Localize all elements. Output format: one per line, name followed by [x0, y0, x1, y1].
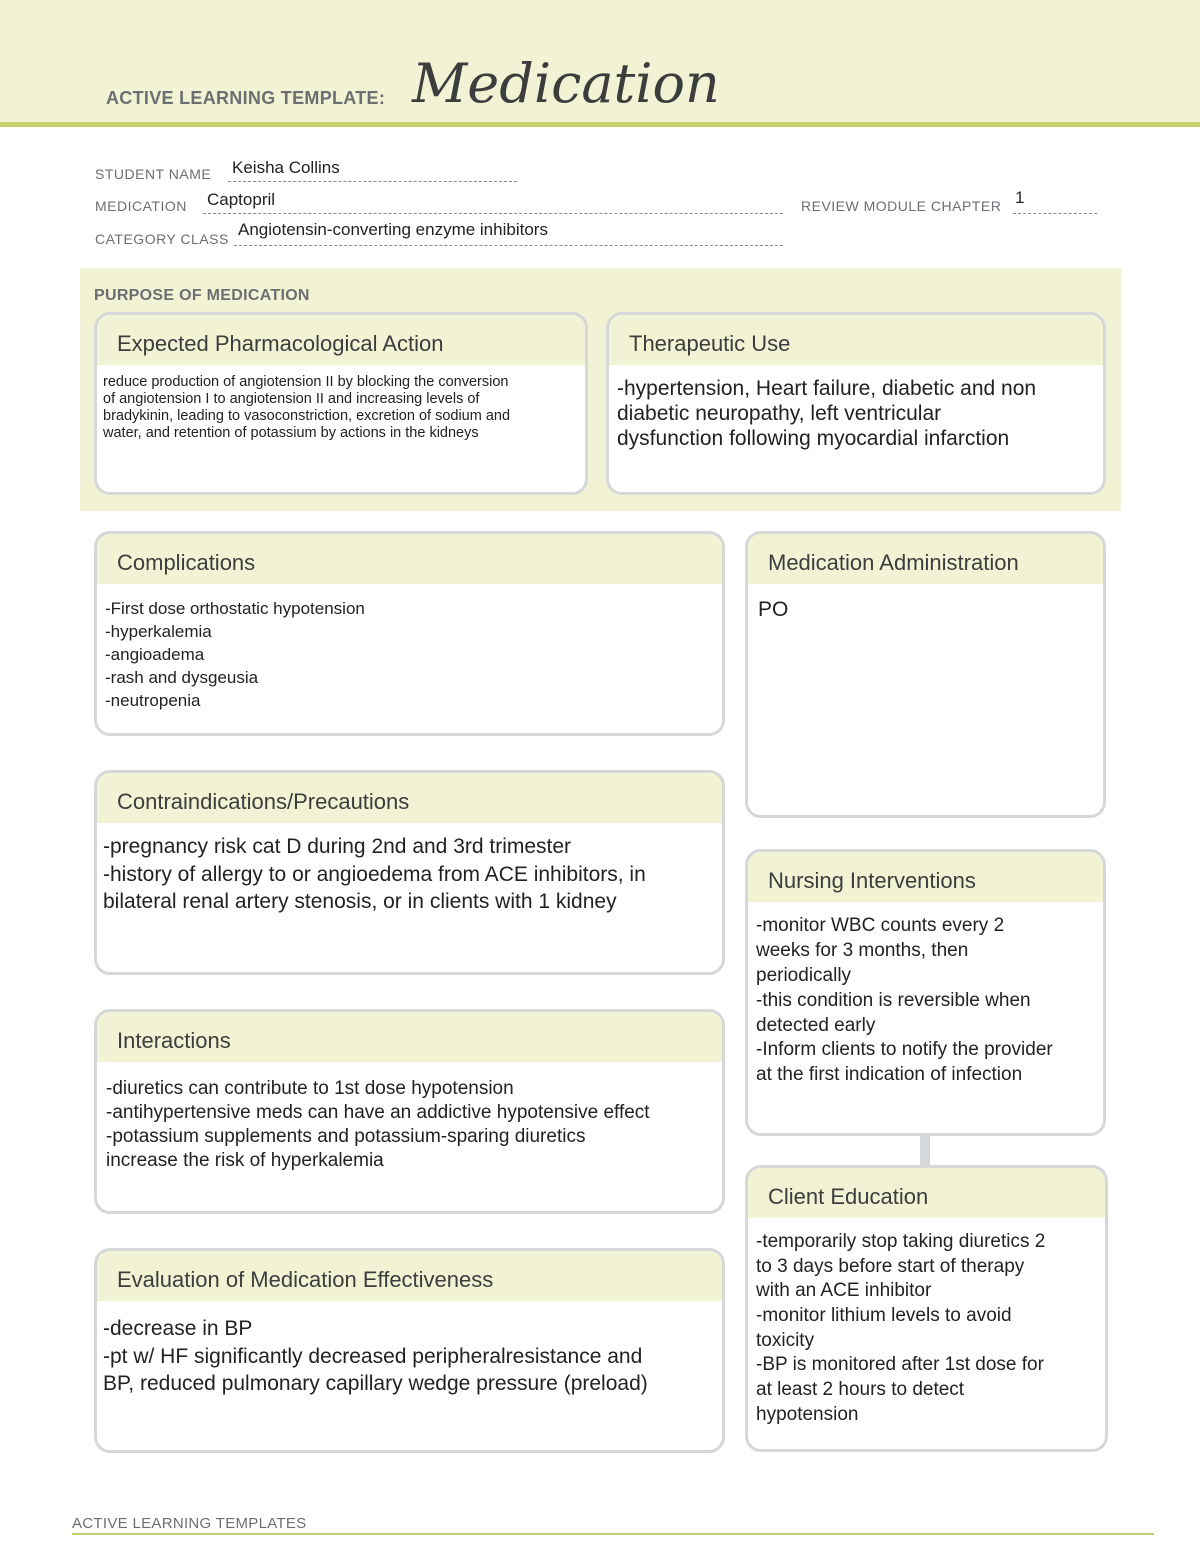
text-line: -potassium supplements and potassium-sparing diuretics: [106, 1125, 586, 1147]
text-line: diabetic neuropathy, left ventricular: [617, 401, 942, 425]
text-line: periodically: [756, 964, 852, 986]
text-line: dysfunction following myocardial infarction: [617, 426, 1010, 450]
text-line: water, and retention of potassium by actions in the kidneys: [103, 425, 479, 442]
text-line: -monitor lithium levels to avoid: [756, 1305, 1012, 1327]
text-line: weeks for 3 months, then: [756, 939, 969, 961]
text-line: -First dose orthostatic hypotension: [105, 599, 365, 618]
contraindications-text: [97, 825, 722, 916]
nursing-interventions-text: [748, 904, 1103, 1088]
text-line: -monitor WBC counts every 2: [756, 915, 1005, 936]
page-title: Medication: [412, 52, 720, 115]
text-line: detected early: [756, 1014, 876, 1036]
expected-action-text: [97, 367, 585, 442]
text-line: toxicity: [756, 1329, 815, 1351]
medication-field[interactable]: [203, 194, 783, 214]
medication-administration-title: Medication Administration: [748, 534, 1103, 586]
header-divider: [0, 122, 1200, 127]
purpose-label: PURPOSE OF MEDICATION: [94, 287, 310, 304]
medication-value: Captopril: [207, 190, 276, 209]
text-line: reduce production of angiotension II by blocking the conversion: [103, 374, 509, 390]
interactions-text: [97, 1064, 722, 1173]
footer-divider: [72, 1533, 1154, 1535]
text-line: -antihypertensive meds can have an addictive hypotensive effect: [106, 1101, 650, 1123]
text-line: -this condition is reversible when: [756, 989, 1031, 1011]
text-line: -neutropenia: [105, 690, 201, 710]
text-line: -temporarily stop taking diuretics 2: [756, 1231, 1046, 1252]
medication-label: MEDICATION: [95, 198, 187, 214]
text-line: -BP is monitored after 1st dose for: [756, 1354, 1044, 1376]
student-name-value: Keisha Collins: [232, 158, 340, 177]
text-line: bradykinin, leading to vasoconstriction, excretion of sodium and: [103, 408, 511, 425]
medication-administration-box: [745, 531, 1106, 818]
contraindications-title: Contraindications/Precautions: [97, 773, 722, 825]
text-line: -angioadema: [105, 644, 205, 664]
text-line: of angiotension I to angiotension II and increasing levels of: [103, 391, 480, 408]
text-line: at least 2 hours to detect: [756, 1379, 965, 1401]
text-line: -hyperkalemia: [105, 621, 212, 641]
footer-label: ACTIVE LEARNING TEMPLATES: [72, 1515, 307, 1532]
text-line: to 3 days before start of therapy: [756, 1255, 1025, 1277]
text-line: -hypertension, Heart failure, diabetic and non: [617, 377, 1037, 400]
template-label: ACTIVE LEARNING TEMPLATE:: [106, 88, 386, 108]
expected-action-title: Expected Pharmacological Action: [97, 315, 585, 367]
review-module-label: REVIEW MODULE CHAPTER: [801, 198, 1002, 214]
text-line: at the first indication of infection: [756, 1064, 1023, 1086]
evaluation-text: [97, 1303, 722, 1398]
evaluation-box: [94, 1248, 725, 1453]
student-name-label: STUDENT NAME: [95, 166, 212, 182]
client-education-title: Client Education: [748, 1168, 1105, 1220]
evaluation-title: Evaluation of Medication Effectiveness: [97, 1251, 722, 1303]
text-line: -Inform clients to notify the provider: [756, 1039, 1053, 1061]
nursing-interventions-title: Nursing Interventions: [748, 852, 1103, 904]
therapeutic-use-box: [606, 312, 1106, 495]
category-class-value: Angiotensin-converting enzyme inhibitors: [238, 220, 548, 239]
section-connector: [920, 1135, 930, 1165]
therapeutic-use-title: Therapeutic Use: [609, 315, 1103, 367]
text-line: with an ACE inhibitor: [756, 1280, 932, 1302]
complications-box: [94, 531, 725, 736]
text-line: -pt w/ HF significantly decreased peripheralresistance and: [103, 1344, 643, 1368]
text-line: increase the risk of hyperkalemia: [106, 1149, 384, 1171]
review-module-value: 1: [1015, 188, 1025, 207]
text-line: -history of allergy to or angioedema from ACE inhibitors, in: [103, 862, 646, 886]
text-line: PO: [758, 598, 789, 621]
text-line: hypotension: [756, 1403, 859, 1425]
complications-text: [97, 586, 722, 713]
therapeutic-use-text: [609, 367, 1103, 451]
complications-title: Complications: [97, 534, 722, 586]
text-line: -decrease in BP: [103, 1317, 253, 1340]
interactions-title: Interactions: [97, 1012, 722, 1064]
contraindications-box: [94, 770, 725, 975]
review-module-field[interactable]: [1013, 194, 1097, 214]
category-class-label: CATEGORY CLASS: [95, 231, 229, 247]
nursing-interventions-box: [745, 849, 1106, 1136]
client-education-box: [745, 1165, 1108, 1452]
expected-action-box: [94, 312, 588, 495]
text-line: -rash and dysgeusia: [105, 667, 259, 687]
medication-administration-text: [748, 586, 1103, 623]
text-line: bilateral renal artery stenosis, or in clients with 1 kidney: [103, 890, 617, 914]
text-line: -pregnancy risk cat D during 2nd and 3rd trimester: [103, 835, 572, 858]
interactions-box: [94, 1009, 725, 1214]
client-education-text: [748, 1220, 1105, 1428]
text-line: BP, reduced pulmonary capillary wedge pressure (preload): [103, 1372, 648, 1396]
text-line: -diuretics can contribute to 1st dose hypotension: [106, 1078, 514, 1099]
